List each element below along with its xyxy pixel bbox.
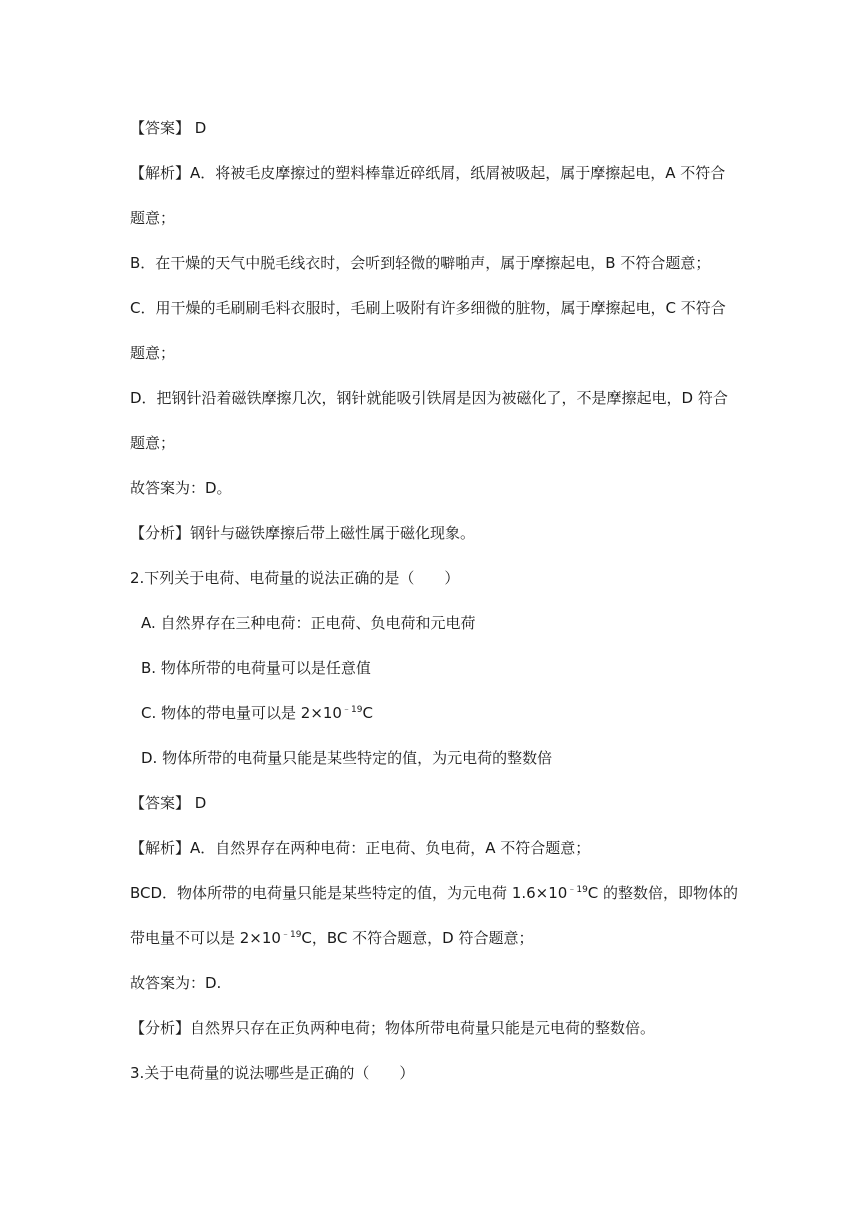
conclusion-line: 故答案为：D. [130, 974, 222, 992]
analysis-line: 题意； [130, 344, 176, 362]
analysis-text: 带电量不可以是 2×10 [130, 929, 281, 947]
answer-label: 【答案】 D [130, 794, 207, 812]
option-b: B. 物体所带的电荷量可以是任意值 [141, 659, 371, 677]
option-a: A. 自然界存在三种电荷：正电荷、负电荷和元电荷 [141, 614, 476, 632]
analysis-line: C．用干燥的毛刷刷毛料衣服时，毛刷上吸附有许多细微的脏物，属于摩擦起电，C 不符合 [130, 299, 726, 317]
exponent: ﹣19 [567, 885, 588, 895]
analysis-line [130, 883, 738, 903]
analysis-line [130, 928, 533, 948]
analysis-line: D．把钢针沿着磁铁摩擦几次，钢针就能吸引铁屑是因为被磁化了，不是摩擦起电，D 符合 [130, 389, 728, 407]
analysis-line: 【解析】A．将被毛皮摩擦过的塑料棒靠近碎纸屑，纸屑被吸起，属于摩擦起电，A 不符合 [130, 164, 726, 182]
analysis-line: 题意； [130, 209, 176, 227]
answer-label: 【答案】 D [130, 119, 207, 137]
analysis-line: B．在干燥的天气中脱毛线衣时，会听到轻微的噼啪声，属于摩擦起电，B 不符合题意； [130, 254, 711, 272]
analysis-line: 【解析】A．自然界存在两种电荷：正电荷、负电荷，A 不符合题意； [130, 839, 591, 857]
question-stem: 2.下列关于电荷、电荷量的说法正确的是（ ） [130, 569, 460, 587]
fenxi-line: 【分析】钢针与磁铁摩擦后带上磁性属于磁化现象。 [130, 524, 476, 542]
conclusion-line: 故答案为：D。 [130, 479, 232, 497]
analysis-text: C 的整数倍，即物体的 [587, 884, 739, 902]
option-c [141, 703, 373, 723]
fenxi-line: 【分析】自然界只存在正负两种电荷；物体所带电荷量只能是元电荷的整数倍。 [130, 1019, 656, 1037]
exponent: ﹣19 [280, 930, 302, 940]
option-c-unit: C [362, 704, 373, 722]
option-d: D. 物体所带的电荷量只能是某些特定的值，为元电荷的整数倍 [141, 749, 553, 767]
exponent: ﹣19 [341, 705, 363, 715]
option-c-text: C. 物体的带电量可以是 2×10 [141, 704, 342, 722]
analysis-text: C，BC 不符合题意，D 符合题意； [301, 929, 534, 947]
analysis-line: 题意； [130, 434, 176, 452]
question-stem: 3.关于电荷量的说法哪些是正确的（ ） [130, 1064, 415, 1082]
analysis-text: BCD．物体所带的电荷量只能是某些特定的值，为元电荷 1.6×10 [130, 884, 568, 902]
